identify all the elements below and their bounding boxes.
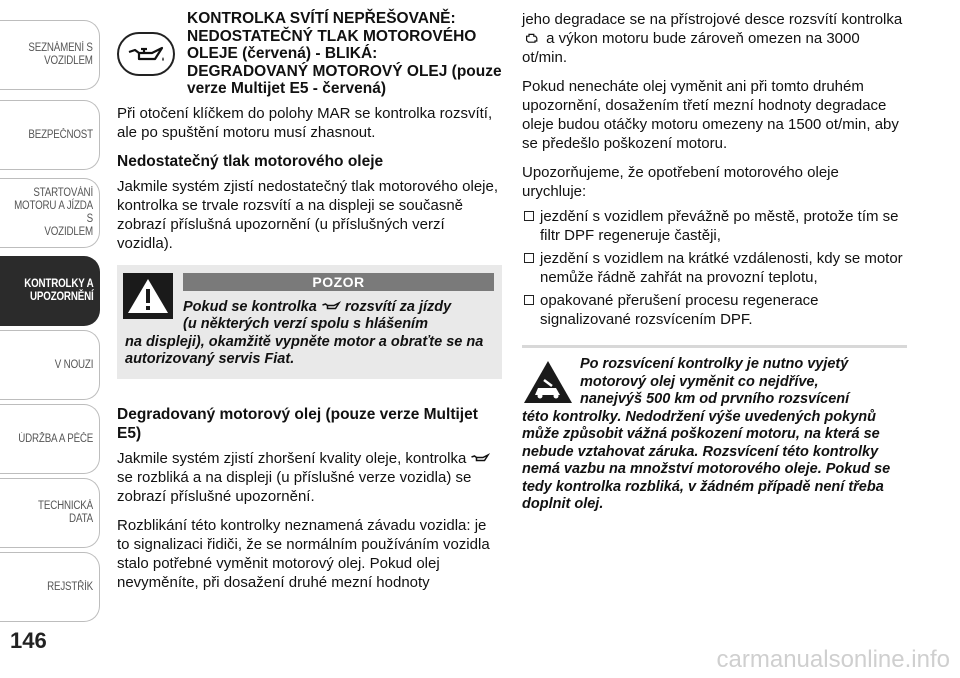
tab-label: REJSTŘÍK: [47, 580, 93, 593]
paragraph: Pokud nenecháte olej vyměnit ani při tomto druhém upozornění, dosažením třetí mezní hodnoty degradace oleje budou otáčky motoru omezeny na 1500 ot/min, aby se předešlo poškození motoru.: [522, 78, 899, 152]
column-right: [522, 10, 907, 514]
oil-pressure-icon: [470, 452, 490, 464]
section-header: [117, 10, 502, 98]
paragraph: Rozblikání této kontrolky neznamená závadu vozidla: je to signalizaci řidiči, že se normálním používáním vozidla stalo potřebné vyměnit motorový olej. Pokud olej nevyměníte, při dosažení druhé mezní hodnoty: [117, 516, 490, 591]
warning-line: Pokud se kontrolka: [183, 298, 317, 315]
warning-heading: POZOR: [183, 273, 494, 291]
watermark: carmanualsonline.info: [716, 646, 950, 673]
tab-rejstrik[interactable]: [0, 552, 100, 622]
list-item: jezdění s vozidlem na krátké vzdálenosti, kdy se motor nemůže řádně zahřát na provozní teplotu,: [522, 249, 907, 287]
tab-label: SEZNÁMENÍ S VOZIDLEM: [28, 42, 93, 67]
tab-v-nouzi[interactable]: [0, 330, 100, 400]
tab-label: TECHNICKÁ DATA: [38, 500, 93, 525]
tab-startovani[interactable]: [0, 178, 100, 248]
column-left: [117, 10, 502, 602]
paragraph: Při otočení klíčkem do polohy MAR se kontrolka rozsvítí, ale po spuštění motoru musí zhasnout.: [117, 104, 493, 141]
subheading-degraded: Degradovaný motorový olej (pouze verze Multijet E5): [117, 405, 478, 442]
page-number: 146: [10, 628, 47, 653]
tab-label: V NOUZI: [54, 358, 93, 371]
tab-bezpecnost[interactable]: [0, 100, 100, 170]
tab-technicka-data[interactable]: [0, 478, 100, 548]
tab-label: BEZPEČNOST: [28, 128, 93, 141]
warning-text: [125, 299, 494, 369]
note-line: této kontrolky. Nedodržení výše uvedených pokynů může způsobit vážná poškození motoru, na která se nebude vztahovat záruka. Rozsvícení této kontrolky nemá vazbu na množství motorového oleje. Pokud se tedy kontrolka rozbliká, v žádném případě není třeba doplnit olej.: [522, 408, 891, 512]
list-item: opakované přerušení procesu regenerace signalizované rozsvícením DPF.: [522, 291, 907, 329]
bullet-list: [522, 207, 907, 329]
divider: [522, 345, 907, 348]
warning-line: na displeji), okamžitě vypněte motor a obraťte se na autorizovaný servis Fiat.: [125, 333, 484, 367]
paragraph: Upozorňujeme, že opotřebení motorového oleje urychluje:: [522, 164, 839, 200]
note-line: motorový olej vyměnit co nejdříve,: [580, 373, 819, 390]
list-item: jezdění s vozidlem převážně po městě, protože tím se filtr DPF regeneruje častěji,: [522, 207, 907, 245]
tab-kontrolky[interactable]: [0, 256, 100, 326]
tab-label: KONTROLKY A UPOZORNĚNÍ: [23, 278, 93, 303]
engine-icon: [522, 32, 542, 44]
tab-udrzba[interactable]: [0, 404, 100, 474]
warning-line: rozsvítí za jízdy: [344, 298, 452, 315]
warning-line: (u některých verzí spolu s hlášením: [183, 316, 428, 332]
note-line: Po rozsvícení kontrolky je nutno vyjetý: [580, 356, 849, 372]
paragraph-part: se rozbliká a na displeji (u příslušné verze vozidla) se zobrazí příslušné upozornění.: [117, 468, 472, 505]
warning-box: [117, 265, 502, 379]
section-heading: KONTROLKA SVÍTÍ NEPŘEŠOVANĚ: NEDOSTATEČNÝ TLAK MOTOROVÉHO OLEJE (červená) - BLIKÁ: DEGRADOVANÝ MOTOROVÝ OLEJ (pouze verze Multijet E5 - červená): [187, 10, 502, 97]
paragraph-part: jeho degradace se na přístrojové desce rozsvítí kontrolka: [522, 11, 903, 28]
oil-pressure-icon: [321, 300, 341, 312]
note-line: nanejvýš 500 km od prvního rozsvícení: [580, 391, 850, 407]
paragraph-part: a výkon motoru bude zároveň omezen na 3000 ot/min.: [522, 30, 860, 66]
paragraph: [117, 449, 502, 506]
paragraph: Jakmile systém zjistí nedostatečný tlak motorového oleje, kontrolka se trvale rozsvítí a na displeji se současně zobrazí příslušná upozornění (u příslušných verzí vozidla).: [117, 177, 498, 252]
paragraph: [522, 10, 907, 67]
oil-pressure-icon: [117, 32, 175, 76]
warning-triangle-icon: [123, 273, 173, 319]
note-box: [522, 356, 907, 514]
tab-label: ÚDRŽBA A PÉČE: [18, 432, 93, 445]
tab-seznameni[interactable]: [0, 20, 100, 90]
subheading-pressure: Nedostatečný tlak motorového oleje: [117, 152, 384, 170]
paragraph-part: Jakmile systém zjistí zhoršení kvality oleje, kontrolka: [117, 449, 467, 467]
tab-label: STARTOVÁNÍ MOTORU A JÍZDA S VOZIDLEM: [14, 187, 93, 238]
car-service-icon: [522, 358, 574, 406]
